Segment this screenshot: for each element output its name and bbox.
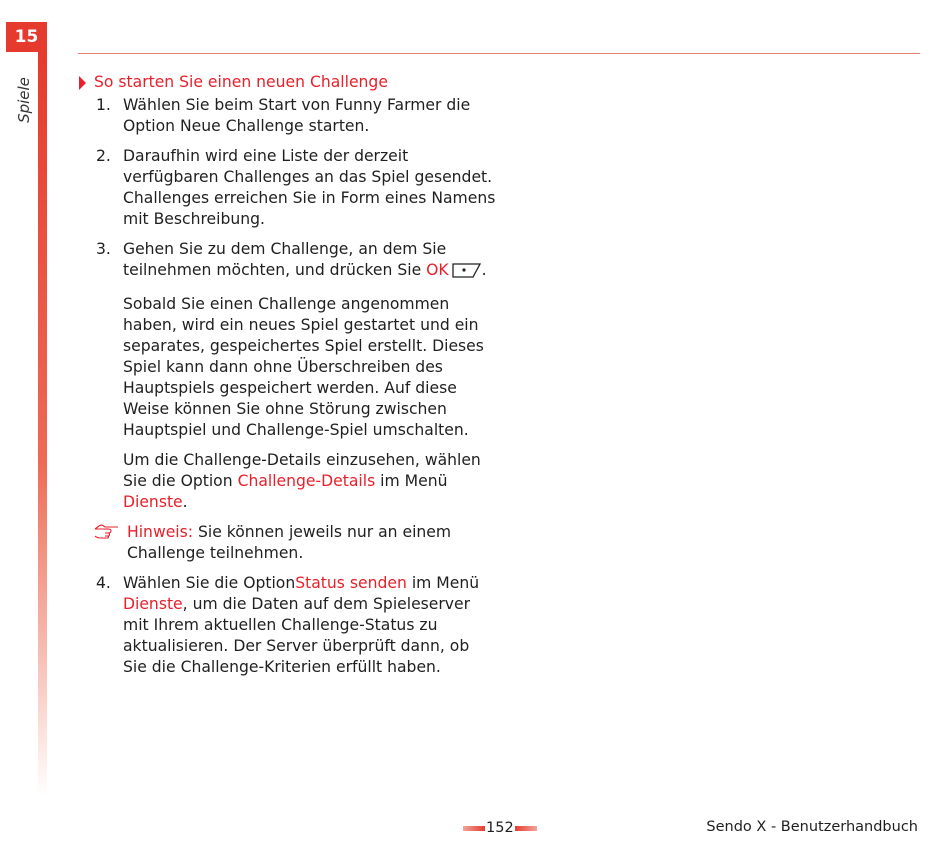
chapter-side-bar: [38, 52, 47, 797]
paragraph-challenge-info: Sobald Sie einen Challenge angenommen haben, wird ein neues Spiel gestartet und ein separates, gespeichertes Spiel erstellt. Dieses Spiel kann dann ohne Überschreiben des Hauptspiels gespeichert werden. Auf diese Weise können Sie ohne Störung zwischen Hauptspiel und Challenge-Spiel umschalten.: [123, 295, 484, 439]
paragraph-text: .: [182, 493, 188, 511]
step-text-end: .: [481, 261, 487, 279]
paragraph-challenge-details: [77, 450, 497, 513]
pointing-hand-icon: [94, 523, 120, 545]
step-number: 1.: [96, 96, 111, 114]
book-title: Sendo X - Benutzerhandbuch: [706, 819, 918, 835]
note-text: Sie können jeweils nur an einem Challenge teilnehmen.: [127, 523, 452, 562]
step-number: 2.: [96, 147, 111, 165]
step-number: 4.: [96, 574, 111, 592]
section-heading: [77, 72, 497, 93]
step-text: Wählen Sie die Option: [123, 574, 296, 592]
step-text: Daraufhin wird eine Liste der derzeit verfügbaren Challenges an das Spiel gesendet. Challenges erreichen Sie in Form eines Namens mit Beschreibung.: [123, 147, 496, 228]
ok-key-icon: [452, 262, 482, 285]
step-4: [77, 573, 497, 678]
ok-key-label: OK: [426, 261, 449, 279]
step-2: [77, 146, 497, 230]
section-heading-text: So starten Sie einen neuen Challenge: [94, 73, 388, 91]
step-text: im Menü: [406, 574, 480, 592]
menu-dienste: Dienste: [123, 595, 183, 613]
step-number: 3.: [96, 240, 111, 258]
step-text: Gehen Sie zu dem Challenge, an dem Sie teilnehmen möchten, und drücken Sie: [123, 240, 447, 279]
menu-dienste: Dienste: [123, 493, 183, 511]
page-footer-number: [463, 820, 537, 836]
arrow-right-icon: [79, 76, 86, 90]
chapter-label: Spiele: [15, 77, 33, 123]
note-label: Hinweis:: [127, 523, 193, 541]
step-text: , um die Daten auf dem Spieleserver mit Ihrem aktuellen Challenge-Status zu aktualisieren. Der Server überprüft dann, ob Sie die Challenge-Kriterien erfüllt haben.: [123, 595, 471, 676]
page-content: [77, 72, 497, 687]
menu-option-challenge-details: Challenge-Details: [237, 472, 376, 490]
paragraph-text: im Menü: [375, 472, 448, 490]
chapter-number-badge: 15: [6, 22, 47, 52]
menu-option-status-senden: Status senden: [295, 574, 407, 592]
note: [77, 522, 497, 564]
paragraph-text: Um die Challenge-Details einzusehen, wählen Sie die Option: [123, 451, 481, 490]
page-number: 152: [486, 820, 514, 836]
page-bar-right: [515, 826, 537, 831]
step-1: [77, 95, 497, 137]
header-rule: [78, 53, 920, 54]
page-bar-left: [463, 826, 485, 831]
step-text: Wählen Sie beim Start von Funny Farmer die Option Neue Challenge starten.: [123, 96, 471, 135]
step-3: [77, 239, 497, 285]
